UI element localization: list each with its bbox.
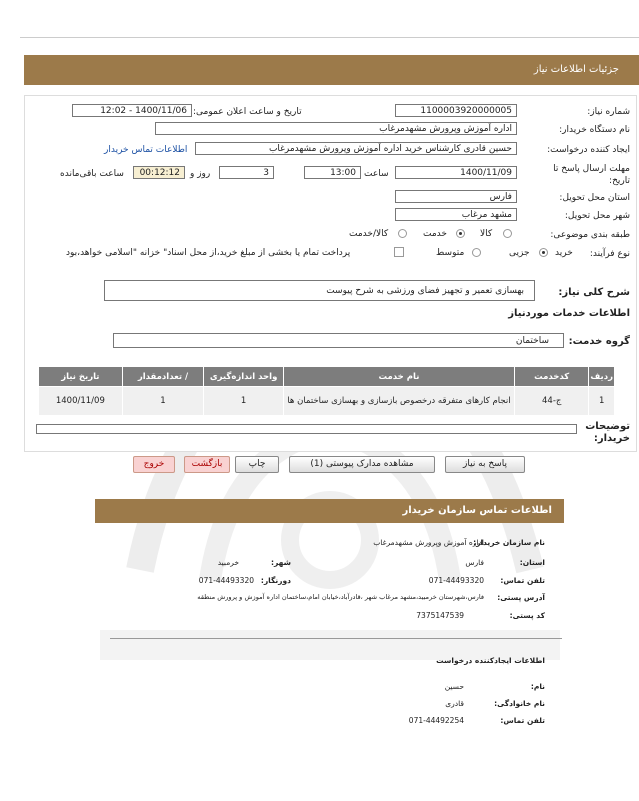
print-button[interactable]: چاپ xyxy=(235,456,279,473)
need-number-label: شماره نیاز: xyxy=(587,107,630,117)
col-header-qty: / تعدادمقدار xyxy=(122,367,204,387)
proc-partial-label: جزیی xyxy=(509,248,530,258)
col-header-unit: واحد اندازه‌گیری xyxy=(204,367,284,387)
creator-name: حسین xyxy=(444,682,464,691)
contact-fax-label: دورنگار: xyxy=(260,576,291,585)
buyer-contact-link[interactable]: اطلاعات تماس خریدار xyxy=(104,145,188,155)
creator-family-label: نام خانوادگی: xyxy=(494,699,545,708)
header-title: جزئیات اطلاعات نیاز xyxy=(533,64,619,75)
buyer-notes-label: توضیحات خریدار: xyxy=(585,421,630,444)
services-title: اطلاعات خدمات موردنیاز xyxy=(508,308,630,319)
days-field: 3 xyxy=(219,166,274,179)
cell-quantity: 1 xyxy=(122,387,204,416)
contact-phone-label: تلفن تماس: xyxy=(500,576,545,585)
creator-phone-label: تلفن تماس: xyxy=(500,716,545,725)
buyer-notes-field xyxy=(36,424,577,434)
view-docs-button[interactable]: مشاهده مدارک پیوستی (1) xyxy=(289,456,435,473)
exit-button[interactable]: خروج xyxy=(133,456,175,473)
contact-title: اطلاعات تماس سازمان خریدار xyxy=(402,505,552,516)
creator-label: ایجاد کننده درخواست: xyxy=(547,145,630,155)
col-header-code: کدخدمت xyxy=(514,367,588,387)
time-label: ساعت xyxy=(364,169,389,179)
contact-address: فارس،شهرستان خرمبید،مشهد مرغاب شهر ،قادرآباد،خیابان امام،ساختمان اداره آموزش و پرورش منطقه xyxy=(197,593,484,601)
table-row xyxy=(39,387,615,416)
need-number-field: 1100003920000005 xyxy=(395,104,517,117)
day-label: روز و xyxy=(190,169,211,179)
contact-fax: 071-44493320 xyxy=(198,576,254,585)
top-divider xyxy=(20,37,639,38)
contact-address-label: آدرس پستی: xyxy=(497,593,545,602)
cell-unit: 1 xyxy=(204,387,284,416)
summary-field: بهسازی تعمیر و تجهیز فضای ورزشی به شرح پیوست xyxy=(104,280,535,301)
contact-province-label: استان: xyxy=(519,558,545,567)
cell-service-code: ج-44 xyxy=(514,387,588,416)
payment-note: پرداخت تمام یا بخشی از مبلغ خرید،از محل اسناد" خزانه "اسلامی خواهد،بود xyxy=(66,248,351,258)
city-label: شهر محل تحویل: xyxy=(564,211,630,221)
cat-goods-service-label: کالا/خدمت xyxy=(349,229,389,239)
services-table xyxy=(38,366,615,416)
col-header-name: نام خدمت xyxy=(283,367,514,387)
cat-goods-radio[interactable] xyxy=(503,229,512,238)
col-header-row: ردیف xyxy=(589,367,615,387)
creator-name-label: نام: xyxy=(530,682,545,691)
back-button[interactable]: بازگشت xyxy=(184,456,230,473)
proc-buy-label: خرید xyxy=(555,248,573,258)
cell-service-name: انجام کارهای متفرقه درخصوص بازسازی و بهسازی ساختمان ها xyxy=(283,387,514,416)
contact-divider xyxy=(110,638,562,639)
announce-field: 1400/11/06 - 12:02 xyxy=(72,104,192,117)
province-field: فارس xyxy=(395,190,517,203)
cat-goods-service-radio[interactable] xyxy=(398,229,407,238)
payment-checkbox[interactable] xyxy=(394,247,404,257)
cat-goods-label: کالا xyxy=(480,229,493,239)
buyer-org-field: اداره آموزش وپرورش مشهدمرغاب xyxy=(155,122,517,135)
contact-org-label: نام سازمان خریدار: xyxy=(473,538,545,547)
page-header xyxy=(24,55,639,85)
city-field: مشهد مرغاب xyxy=(395,208,517,221)
announce-label: تاریخ و ساعت اعلان عمومی: xyxy=(193,107,302,117)
respond-button[interactable]: پاسخ به نیاز xyxy=(445,456,525,473)
deadline-date-field: 1400/11/09 xyxy=(395,166,517,179)
cat-service-radio[interactable] xyxy=(456,229,465,238)
contact-postal-label: کد پستی: xyxy=(509,611,545,620)
contact-city: خرمبید xyxy=(217,558,239,567)
creator-family: قادری xyxy=(445,699,464,708)
proc-partial-radio[interactable] xyxy=(539,248,548,257)
deadline-label: مهلت ارسال پاسخ تا تاریخ: xyxy=(553,164,630,186)
cell-row-number: 1 xyxy=(589,387,615,416)
contact-province: فارس xyxy=(465,558,484,567)
contact-phone: 071-44493320 xyxy=(428,576,484,585)
contact-org: اداره آموزش وپرورش مشهدمرغاب xyxy=(373,538,484,547)
buyer-org-label: نام دستگاه خریدار: xyxy=(559,125,630,135)
contact-postal: 7375147539 xyxy=(416,611,464,620)
col-header-date: تاریخ نیاز xyxy=(39,367,123,387)
cat-service-label: خدمت xyxy=(423,229,447,239)
creator-field: حسین قادری کارشناس خرید اداره آموزش وپرورش مشهدمرغاب xyxy=(195,142,517,155)
group-label: گروه خدمت: xyxy=(568,336,630,347)
remaining-time-field: 00:12:12 xyxy=(133,166,185,179)
remaining-label: ساعت باقی‌مانده xyxy=(60,169,124,179)
creator-phone: 071-44492254 xyxy=(408,716,464,725)
summary-label: شرح کلی نیاز: xyxy=(558,287,630,298)
proc-medium-radio[interactable] xyxy=(472,248,481,257)
group-field: ساختمان xyxy=(113,333,564,348)
deadline-time-field: 13:00 xyxy=(304,166,361,179)
category-label: طبقه بندی موضوعی: xyxy=(550,230,630,240)
cell-need-date: 1400/11/09 xyxy=(39,387,123,416)
table-header-row xyxy=(39,367,615,387)
contact-section-header xyxy=(95,499,564,523)
creator-section-title: اطلاعات ایجادکننده درخواست xyxy=(436,656,545,665)
province-label: استان محل تحویل: xyxy=(559,193,630,203)
contact-city-label: شهر: xyxy=(271,558,291,567)
process-label: نوع فرآیند: xyxy=(589,249,630,259)
proc-medium-label: متوسط xyxy=(436,248,465,258)
